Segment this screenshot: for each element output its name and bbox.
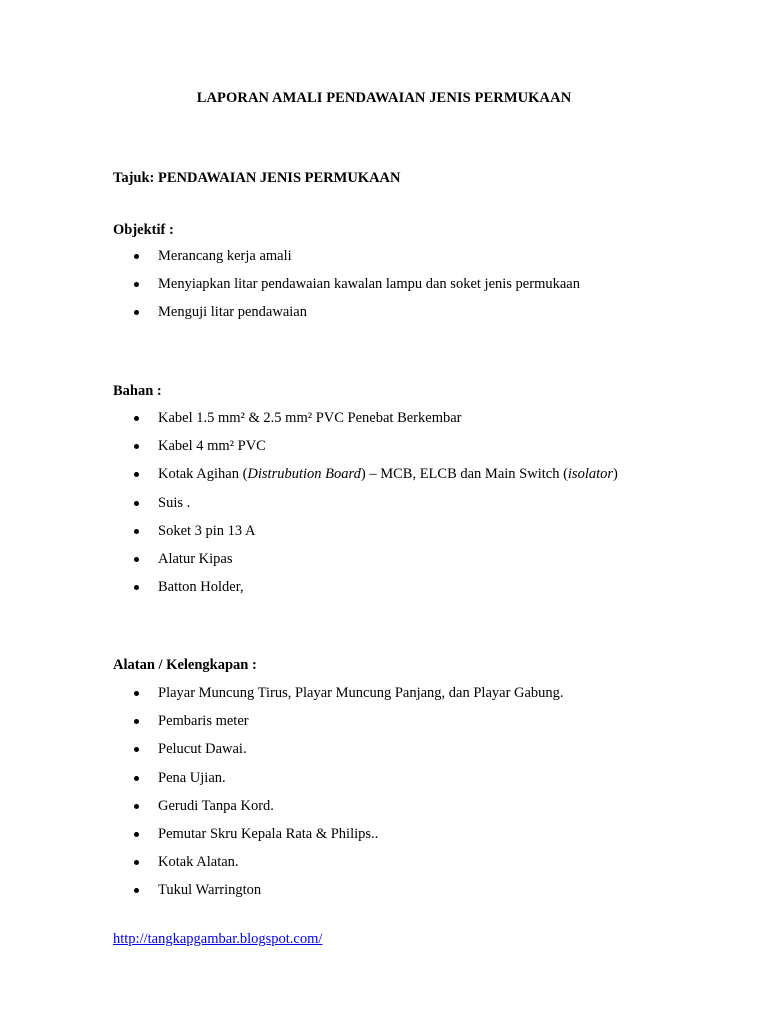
list-item <box>113 464 618 492</box>
list-item-text: Batton Holder, <box>158 579 244 596</box>
list-item-text: Tukul Warrington <box>158 882 262 899</box>
alatan-heading: Alatan / Kelengkapan : <box>113 657 257 673</box>
bullet-icon <box>134 557 139 562</box>
blog-link[interactable]: http://tangkapgambar.blogspot.com/ <box>113 931 323 947</box>
list-item-text: Menyiapkan litar pendawaian kawalan lampu dan soket jenis permukaan <box>158 276 580 293</box>
bullet-icon <box>134 254 139 259</box>
tajuk-heading: Tajuk: PENDAWAIAN JENIS PERMUKAAN <box>113 170 401 186</box>
bahan-list <box>113 408 618 605</box>
alatan-list <box>113 683 564 909</box>
list-item-text: Gerudi Tanpa Kord. <box>158 797 274 814</box>
list-item <box>113 824 564 852</box>
bullet-icon <box>134 310 139 315</box>
bullet-icon <box>134 416 139 421</box>
list-item-text: Alatur Kipas <box>158 550 233 567</box>
list-item-text <box>158 466 618 482</box>
bullet-icon <box>134 860 139 865</box>
list-item-text: Kabel 1.5 mm² & 2.5 mm² PVC Penebat Berkembar <box>158 410 462 426</box>
list-item-text: Suis . <box>158 494 191 511</box>
text-segment: Kotak Agihan ( <box>158 466 248 483</box>
list-item <box>113 246 580 274</box>
list-item-text: Playar Muncung Tirus, Playar Muncung Panjang, dan Playar Gabung. <box>158 685 564 701</box>
list-item <box>113 408 618 436</box>
bullet-icon <box>134 804 139 809</box>
list-item <box>113 577 618 605</box>
list-item-text: Soket 3 pin 13 A <box>158 522 256 539</box>
bullet-icon <box>134 501 139 506</box>
list-item <box>113 274 580 302</box>
bullet-icon <box>134 444 139 449</box>
list-item <box>113 683 564 711</box>
objektif-list <box>113 246 580 331</box>
list-item <box>113 768 564 796</box>
bullet-icon <box>134 691 139 696</box>
list-item <box>113 711 564 739</box>
bullet-icon <box>134 529 139 534</box>
list-item-text: Menguji litar pendawaian <box>158 304 307 321</box>
list-item-text: Merancang kerja amali <box>158 248 292 264</box>
list-item-text: Pelucut Dawai. <box>158 741 247 758</box>
list-item <box>113 521 618 549</box>
list-item-text: Pemutar Skru Kepala Rata & Philips.. <box>158 825 379 842</box>
list-item-text: Pena Ujian. <box>158 769 226 786</box>
objektif-heading: Objektif : <box>113 222 174 238</box>
list-item <box>113 739 564 767</box>
bullet-icon <box>134 472 139 477</box>
document-title: LAPORAN AMALI PENDAWAIAN JENIS PERMUKAAN <box>196 90 572 106</box>
list-item <box>113 436 618 464</box>
bullet-icon <box>134 282 139 287</box>
list-item <box>113 302 580 330</box>
list-item-text: Pembaris meter <box>158 713 249 730</box>
list-item <box>113 493 618 521</box>
italic-term: isolator <box>567 466 614 483</box>
bullet-icon <box>134 832 139 837</box>
list-item-text: Kotak Alatan. <box>158 854 239 871</box>
list-item <box>113 852 564 880</box>
bullet-icon <box>134 719 139 724</box>
list-item-text: Kabel 4 mm² PVC <box>158 438 266 455</box>
text-segment: ) – MCB, ELCB dan Main Switch ( <box>360 466 568 483</box>
bahan-heading: Bahan : <box>113 383 162 399</box>
list-item <box>113 880 564 908</box>
list-item <box>113 549 618 577</box>
bullet-icon <box>134 585 139 590</box>
italic-term: Distrubution Board <box>247 466 361 483</box>
bullet-icon <box>134 776 139 781</box>
bullet-icon <box>134 888 139 893</box>
text-segment: ) <box>613 466 618 483</box>
list-item <box>113 796 564 824</box>
bullet-icon <box>134 747 139 752</box>
